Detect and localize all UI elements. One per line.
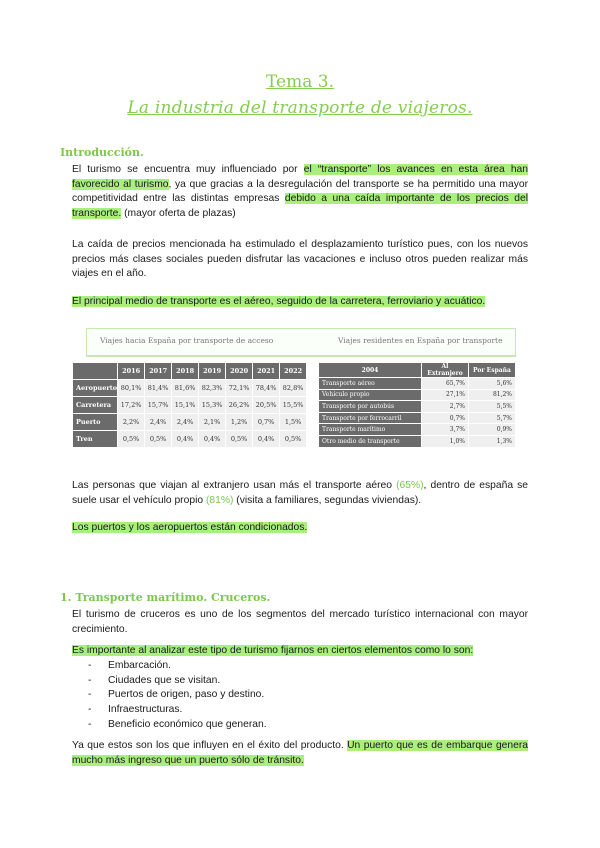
- intro-paragraph-3: El principal medio de transporte es el aéreo, seguido de la carretera, ferroviario y acuático.: [72, 296, 486, 307]
- page-subtitle: La industria del transporte de viajeros.: [127, 98, 473, 118]
- highlight-transport: el “transporte” los avances en esta área han favorecido al turismo: [72, 164, 529, 190]
- intro-heading: Introducción.: [60, 146, 144, 159]
- elements-list: [88, 659, 267, 733]
- year-header: 2017: [145, 363, 172, 380]
- table-row: Otro medio de transporte 1,0% 1,3%: [319, 435, 516, 447]
- caption-left: Viajes hacia España por transporte de acceso: [100, 336, 274, 345]
- table-row: Transporte por autobús 2,7% 5,5%: [319, 401, 516, 413]
- table-header: Al Extranjero: [422, 363, 469, 378]
- divider: [86, 356, 516, 357]
- residents-table: [318, 362, 516, 448]
- table-header: 2004: [319, 363, 422, 378]
- transport-usage-paragraph: Las personas que viajan al extranjero usan más el transporte aéreo (65%), dentro de españa se suele usar el vehículo propio (81%) (visita a familiares, segundas viviendas).: [72, 480, 528, 506]
- caption-right: Viajes residentes en España por transporte: [338, 336, 503, 345]
- year-header: 2018: [172, 363, 199, 380]
- section1-paragraph-1: El turismo de cruceros es uno de los segmentos del mercado turístico internacional con mayor crecimiento.: [72, 609, 528, 635]
- page-title: Tema 3.: [266, 72, 334, 92]
- ports-paragraph: Los puertos y los aeropuertos están condicionados.: [72, 522, 308, 533]
- table-header: Por España: [469, 363, 516, 378]
- table-row: Transporte aéreo 65,7% 5,6%: [319, 378, 516, 390]
- table-row: Carretera 17,2% 15,7% 15,1% 15,3% 26,2% 20,5% 15,5%: [73, 397, 307, 414]
- highlight-price-drop: debido a una caída importante de los precios del transporte.: [72, 193, 528, 220]
- section1-paragraph-3: Ya que estos son los que influyen en el éxito del producto. Un puerto que es de embarque genera mucho más ingreso que un puerto sólo de tránsito.: [72, 740, 529, 766]
- year-header: 2019: [199, 363, 226, 380]
- arrivals-table: [72, 362, 307, 448]
- intro-paragraph-1: El turismo se encuentra muy influenciado por el “transporte” los avances en esta área han favorecido al turismo, ya que gracias a la desregulación del transporte se ha permitido una mayor competitividad entre las distintas empresas debido a una caída importante de los precios del transporte. (mayor oferta de plazas): [72, 164, 529, 220]
- year-header: 2022: [280, 363, 307, 380]
- list-item: - Puertos de origen, paso y destino.: [88, 688, 267, 703]
- table-row: Puerto 2,2% 2,4% 2,4% 2,1% 1,2% 0,7% 1,5%: [73, 414, 307, 431]
- list-item: - Beneficio económico que generan.: [88, 718, 267, 733]
- intro-paragraph-2: La caída de precios mencionada ha estimulado el desplazamiento turístico pues, con los nuevos precios más clases sociales pueden disfrutar las vacaciones e incluso otros pueden realizar más viajes en el año.: [72, 239, 528, 280]
- table-row: Transporte marítimo 3,7% 0,9%: [319, 424, 516, 436]
- table-corner: [73, 363, 118, 380]
- highlight-port: Un puerto que es de embarque genera mucho más ingreso que un puerto sólo de tránsito.: [72, 740, 529, 766]
- table-row: Vehículo propio 27,1% 81,2%: [319, 389, 516, 401]
- list-item: - Ciudades que se visitan.: [88, 674, 267, 689]
- year-header: 2021: [253, 363, 280, 380]
- table-row: Transporte por ferrocarril 0,7% 5,7%: [319, 412, 516, 424]
- list-item: - Infraestructuras.: [88, 703, 267, 718]
- year-header: 2020: [226, 363, 253, 380]
- table-row: Tren 0,5% 0,5% 0,4% 0,4% 0,5% 0,4% 0,5%: [73, 431, 307, 448]
- section1-paragraph-2: Es importante al analizar este tipo de turismo fijarnos en ciertos elementos como lo son:: [72, 645, 474, 656]
- section1-heading: 1. Transporte marítimo. Cruceros.: [60, 591, 271, 604]
- table-row: Aeropuerto 80,1% 81,4% 81,6% 82,3% 72,1% 78,4% 82,8%: [73, 380, 307, 397]
- year-header: 2016: [118, 363, 145, 380]
- list-item: - Embarcación.: [88, 659, 267, 674]
